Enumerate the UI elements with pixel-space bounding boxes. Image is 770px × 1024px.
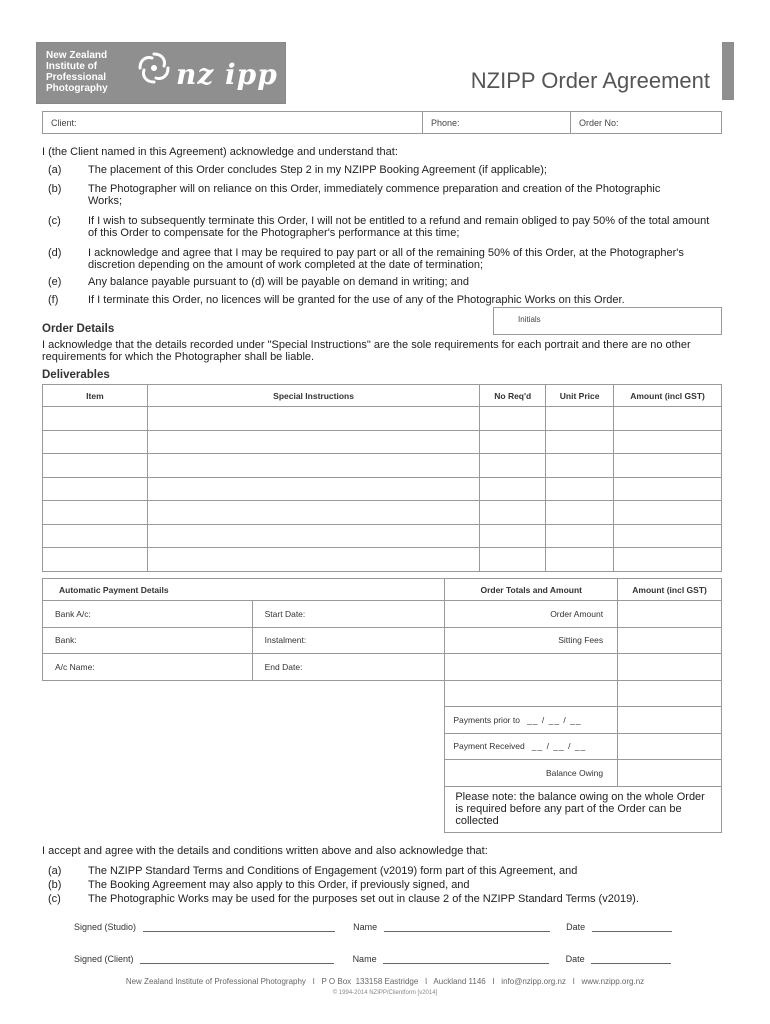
instructions-cell[interactable] [147,524,479,548]
instructions-cell[interactable] [147,430,479,454]
qty-cell[interactable] [480,548,546,572]
qty-cell[interactable] [480,407,546,431]
spacer [43,680,445,832]
unit-price-cell[interactable] [546,477,614,501]
item-cell[interactable] [43,430,148,454]
deliverables-heading: Deliverables [42,369,110,381]
client-info-row [42,111,722,134]
name-line-client[interactable] [383,963,549,964]
signed-client-label: Signed (Client) [74,954,134,964]
qty-cell[interactable] [480,501,546,525]
unit-price-cell[interactable] [546,430,614,454]
payment-received-row [445,733,618,760]
instructions-cell[interactable] [147,548,479,572]
amount-cell[interactable] [614,477,722,501]
balance-owing-value[interactable] [618,760,722,787]
client-field[interactable]: Client: [43,112,423,133]
table-row [43,654,722,681]
qty-cell[interactable] [480,477,546,501]
instructions-cell[interactable] [147,477,479,501]
unit-price-cell[interactable] [546,407,614,431]
clause-e [48,276,718,288]
unit-price-cell[interactable] [546,548,614,572]
item-cell[interactable] [43,548,148,572]
clause-text: The Booking Agreement may also apply to this Order, if previously signed, and [88,879,470,891]
order-amount-value[interactable] [618,601,722,628]
blank-total-value[interactable] [618,680,722,707]
date-label: Date [565,954,585,964]
balance-note: Please note: the balance owing on the whole Order is required before any part of the Order can be collected [445,786,722,832]
unit-price-cell[interactable] [546,524,614,548]
amount-cell[interactable] [614,524,722,548]
bank-ac-field[interactable]: Bank A/c: [43,601,253,628]
item-cell[interactable] [43,477,148,501]
table-row [43,524,722,548]
clause-a [48,164,718,176]
acceptance-intro: I accept and agree with the details and conditions written above and also acknowledge that: [42,845,488,857]
amount-heading: Amount (incl GST) [618,579,722,601]
payment-received-date[interactable]: __ / __ / __ [531,741,587,752]
clause-d [48,247,718,271]
table-row [43,454,722,478]
instructions-cell[interactable] [147,501,479,525]
payment-received-label: Payment Received [453,741,525,752]
acceptance-clause-c [48,893,718,905]
name-line-studio[interactable] [384,931,550,932]
table-row [43,680,722,707]
payments-prior-value[interactable] [618,707,722,734]
payments-prior-label: Payments prior to [453,714,520,725]
clause-f [48,294,718,306]
column-header-unit-price: Unit Price [546,385,614,407]
order-details-text: I acknowledge that the details recorded under "Special Instructions" are the sole requirements for each portrait and there are no other requirements for which the Photographer shall be liable. [42,339,691,363]
unit-price-cell[interactable] [546,454,614,478]
clause-b [48,183,668,207]
bank-field[interactable]: Bank: [43,627,253,654]
org-name [46,50,126,94]
clause-label: (a) [48,865,62,877]
clause-label: (a) [48,164,62,176]
clause-label: (c) [48,215,61,227]
table-row [43,407,722,431]
name-label: Name [353,922,378,932]
table-row [43,548,722,572]
payments-prior-date[interactable]: __ / __ / __ [527,714,582,725]
clause-label: (f) [48,294,59,306]
clause-c [48,215,718,239]
initials-field[interactable]: Initials [493,307,722,335]
clause-text: The NZIPP Standard Terms and Conditions of Engagement (v2019) form part of this Agreement, and [88,865,578,877]
signature-row-client [74,954,671,964]
unit-price-cell[interactable] [546,501,614,525]
date-line-client[interactable] [591,963,671,964]
clause-text: Any balance payable pursuant to (d) will be payable on demand in writing; and [88,276,469,288]
table-row [43,430,722,454]
clause-text: If I terminate this Order, no licences will be granted for the use of any of the Photographic Works on this Order. [88,294,625,306]
signed-client-line[interactable] [140,963,334,964]
column-header-item: Item [43,385,148,407]
column-header-amount: Amount (incl GST) [614,385,722,407]
item-cell[interactable] [43,524,148,548]
clause-text: I acknowledge and agree that I may be required to pay part or all of the remaining 50% of this Order, at the Photographer's discretion depending on the amount of work completed at the date of termination; [88,247,684,271]
amount-cell[interactable] [614,454,722,478]
footer-copyright: © 1994-2014 NZIPP/Clientform [v2014] [332,990,438,996]
payments-prior-row [445,707,618,734]
order-no-field[interactable]: Order No: [579,118,619,128]
order-details-heading: Order Details [42,323,115,335]
swirl-logo-icon [136,50,172,86]
balance-owing-label: Balance Owing [445,760,618,787]
table-row [43,627,722,654]
amount-cell[interactable] [614,430,722,454]
auto-payment-heading: Automatic Payment Details [43,579,445,601]
phone-field[interactable]: Phone: [423,112,571,133]
signature-row-studio [74,922,672,932]
ac-name-field[interactable]: A/c Name: [43,654,253,681]
title-accent-bar [722,42,734,100]
signed-studio-line[interactable] [143,931,335,932]
amount-cell[interactable] [614,548,722,572]
start-date-field[interactable]: Start Date: [252,601,445,628]
payment-received-value[interactable] [618,733,722,760]
qty-cell[interactable] [480,454,546,478]
sitting-fees-value[interactable] [618,627,722,654]
acceptance-clause-b [48,879,718,891]
instructions-cell[interactable] [147,454,479,478]
table-row [43,477,722,501]
qty-cell[interactable] [480,430,546,454]
item-cell[interactable] [43,501,148,525]
instalment-field[interactable]: Instalment: [252,627,445,654]
qty-cell[interactable] [480,524,546,548]
deliverables-table [42,384,722,572]
table-row [43,601,722,628]
clause-label: (b) [48,879,62,891]
page-title: NZIPP Order Agreement [470,68,710,93]
column-header-no-reqd: No Req'd [480,385,546,407]
org-name-line: New Zealand [46,50,108,61]
instructions-cell[interactable] [147,407,479,431]
order-amount-label: Order Amount [445,601,618,628]
org-name-line: Institute of [46,61,98,72]
footer-contact: New Zealand Institute of Professional Photography I P O Box 133158 Eastridge I Auckland 1146 I info@nzipp.org.nz I www.nzipp.org.nz [125,977,645,986]
blank-total-value[interactable] [618,654,722,681]
blank-total-label [445,680,618,707]
end-date-field[interactable]: End Date: [252,654,445,681]
clause-text: If I wish to subsequently terminate this Order, I will not be entitled to a refund and remain obliged to pay 50% of the total amount of this Order to compensate for the Photographer's performance at this time; [88,215,710,239]
sitting-fees-label: Sitting Fees [445,627,618,654]
clause-label: (e) [48,276,62,288]
column-header-special-instructions: Special Instructions [147,385,479,407]
item-cell[interactable] [43,407,148,431]
date-label: Date [566,922,586,932]
clause-text: The placement of this Order concludes Step 2 in my NZIPP Booking Agreement (if applicable); [88,164,547,176]
payment-totals-table [42,578,722,833]
clause-text: The Photographic Works may be used for the purposes set out in clause 2 of the NZIPP Standard Terms (v2019). [88,893,639,905]
payment-header-row [43,579,722,601]
amount-cell[interactable] [614,501,722,525]
clause-text: The Photographer will on reliance on this Order, immediately commence preparation and creation of the Photographic Works; [88,183,661,207]
clause-label: (b) [48,183,62,195]
intro-text: I (the Client named in this Agreement) acknowledge and understand that: [42,146,398,158]
order-totals-heading: Order Totals and Amount [445,579,618,601]
org-name-line: Professional [46,72,107,83]
signed-studio-label: Signed (Studio) [74,922,137,932]
clause-label: (c) [48,893,61,905]
clause-label: (d) [48,247,62,259]
logo-wordmark: nz ipp [176,58,278,91]
name-label: Name [352,954,377,964]
table-header-row [43,385,722,407]
date-line-studio[interactable] [592,931,672,932]
blank-total-label [445,654,618,681]
amount-cell[interactable] [614,407,722,431]
item-cell[interactable] [43,454,148,478]
org-name-line: Photography [46,83,108,94]
table-row [43,501,722,525]
acceptance-clause-a [48,865,718,877]
